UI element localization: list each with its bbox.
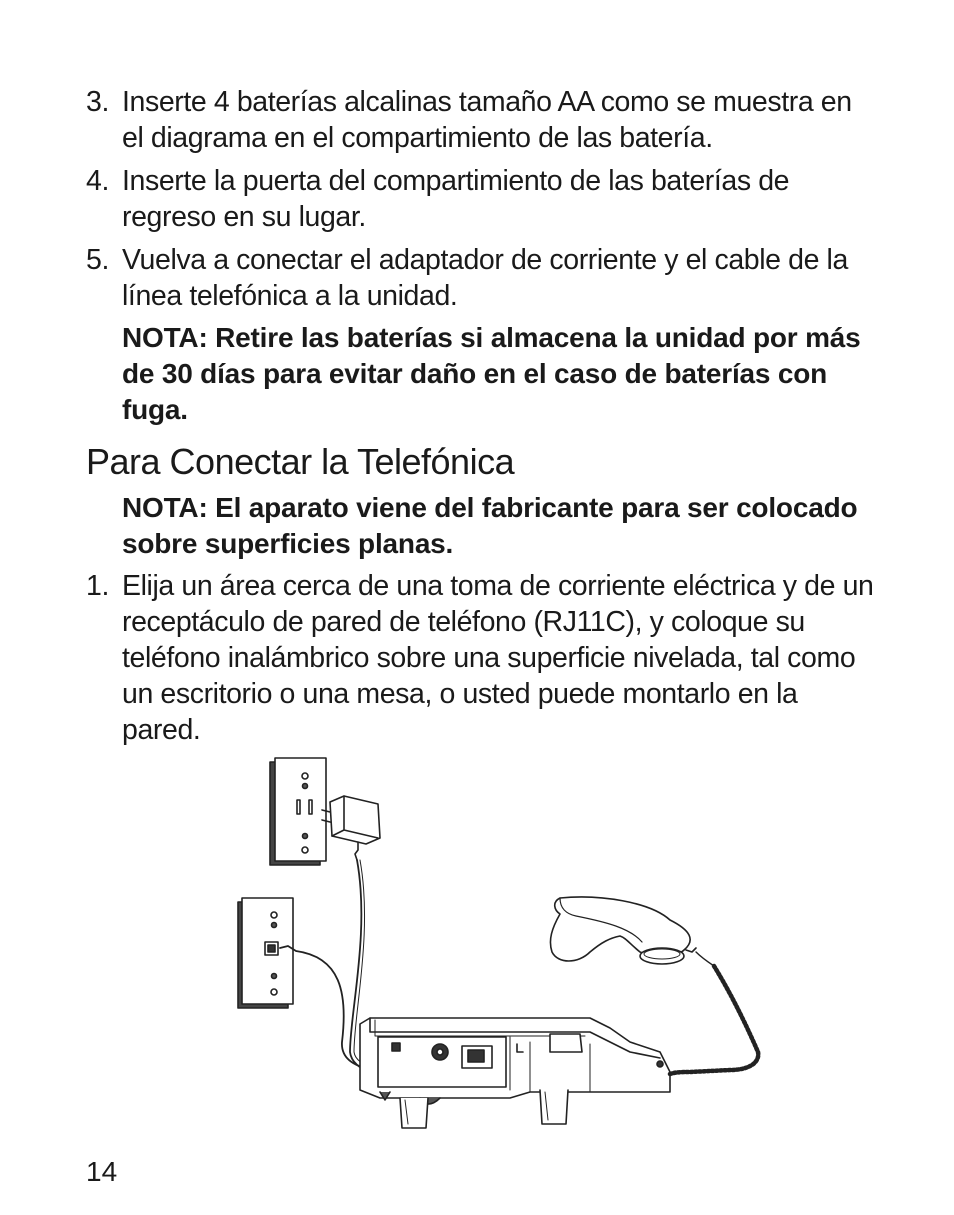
step-text: Elija un área cerca de una toma de corriente eléctrica y de un receptáculo de pared de teléfono (RJ11C), y coloque su teléfono inalámbrico sobre una superficie nivelada, tal como un escritorio o una mesa, o usted puede montarlo en la pared. [122, 570, 874, 746]
step-number: 5. [86, 244, 109, 276]
step-text: Inserte la puerta del compartimiento de las baterías de regreso en su lugar. [122, 165, 790, 233]
power-adapter-illustration [322, 796, 380, 860]
note-battery-storage: NOTA: Retire las baterías si almacena la unidad por más de 30 días para evitar daño en el caso de baterías con fuga. [122, 322, 861, 425]
step-number: 3. [86, 86, 109, 118]
step-3 [86, 84, 876, 156]
step-4 [86, 163, 876, 235]
step-number: 1. [86, 570, 109, 602]
note-flat-surface: NOTA: El aparato viene del fabricante para ser colocado sobre superficies planas. [122, 492, 858, 559]
phone-jack-illustration [238, 898, 293, 1008]
handset-illustration [550, 897, 696, 964]
coiled-cord-illustration [670, 952, 758, 1074]
step-number: 4. [86, 165, 109, 197]
step-text: Vuelva a conectar el adaptador de corriente y el cable de la línea telefónica a la unidad. [122, 244, 848, 312]
step-1 [86, 568, 876, 748]
phone-connection-illustration [230, 752, 780, 1132]
power-outlet-illustration [270, 758, 326, 865]
section-heading: Para Conectar la Telefónica [86, 441, 515, 482]
telephone-base-illustration [360, 1018, 670, 1128]
step-5 [86, 242, 876, 314]
step-text: Inserte 4 baterías alcalinas tamaño AA como se muestra en el diagrama en el compartimiento de las batería. [122, 86, 852, 154]
page-number: 14 [86, 1156, 118, 1187]
